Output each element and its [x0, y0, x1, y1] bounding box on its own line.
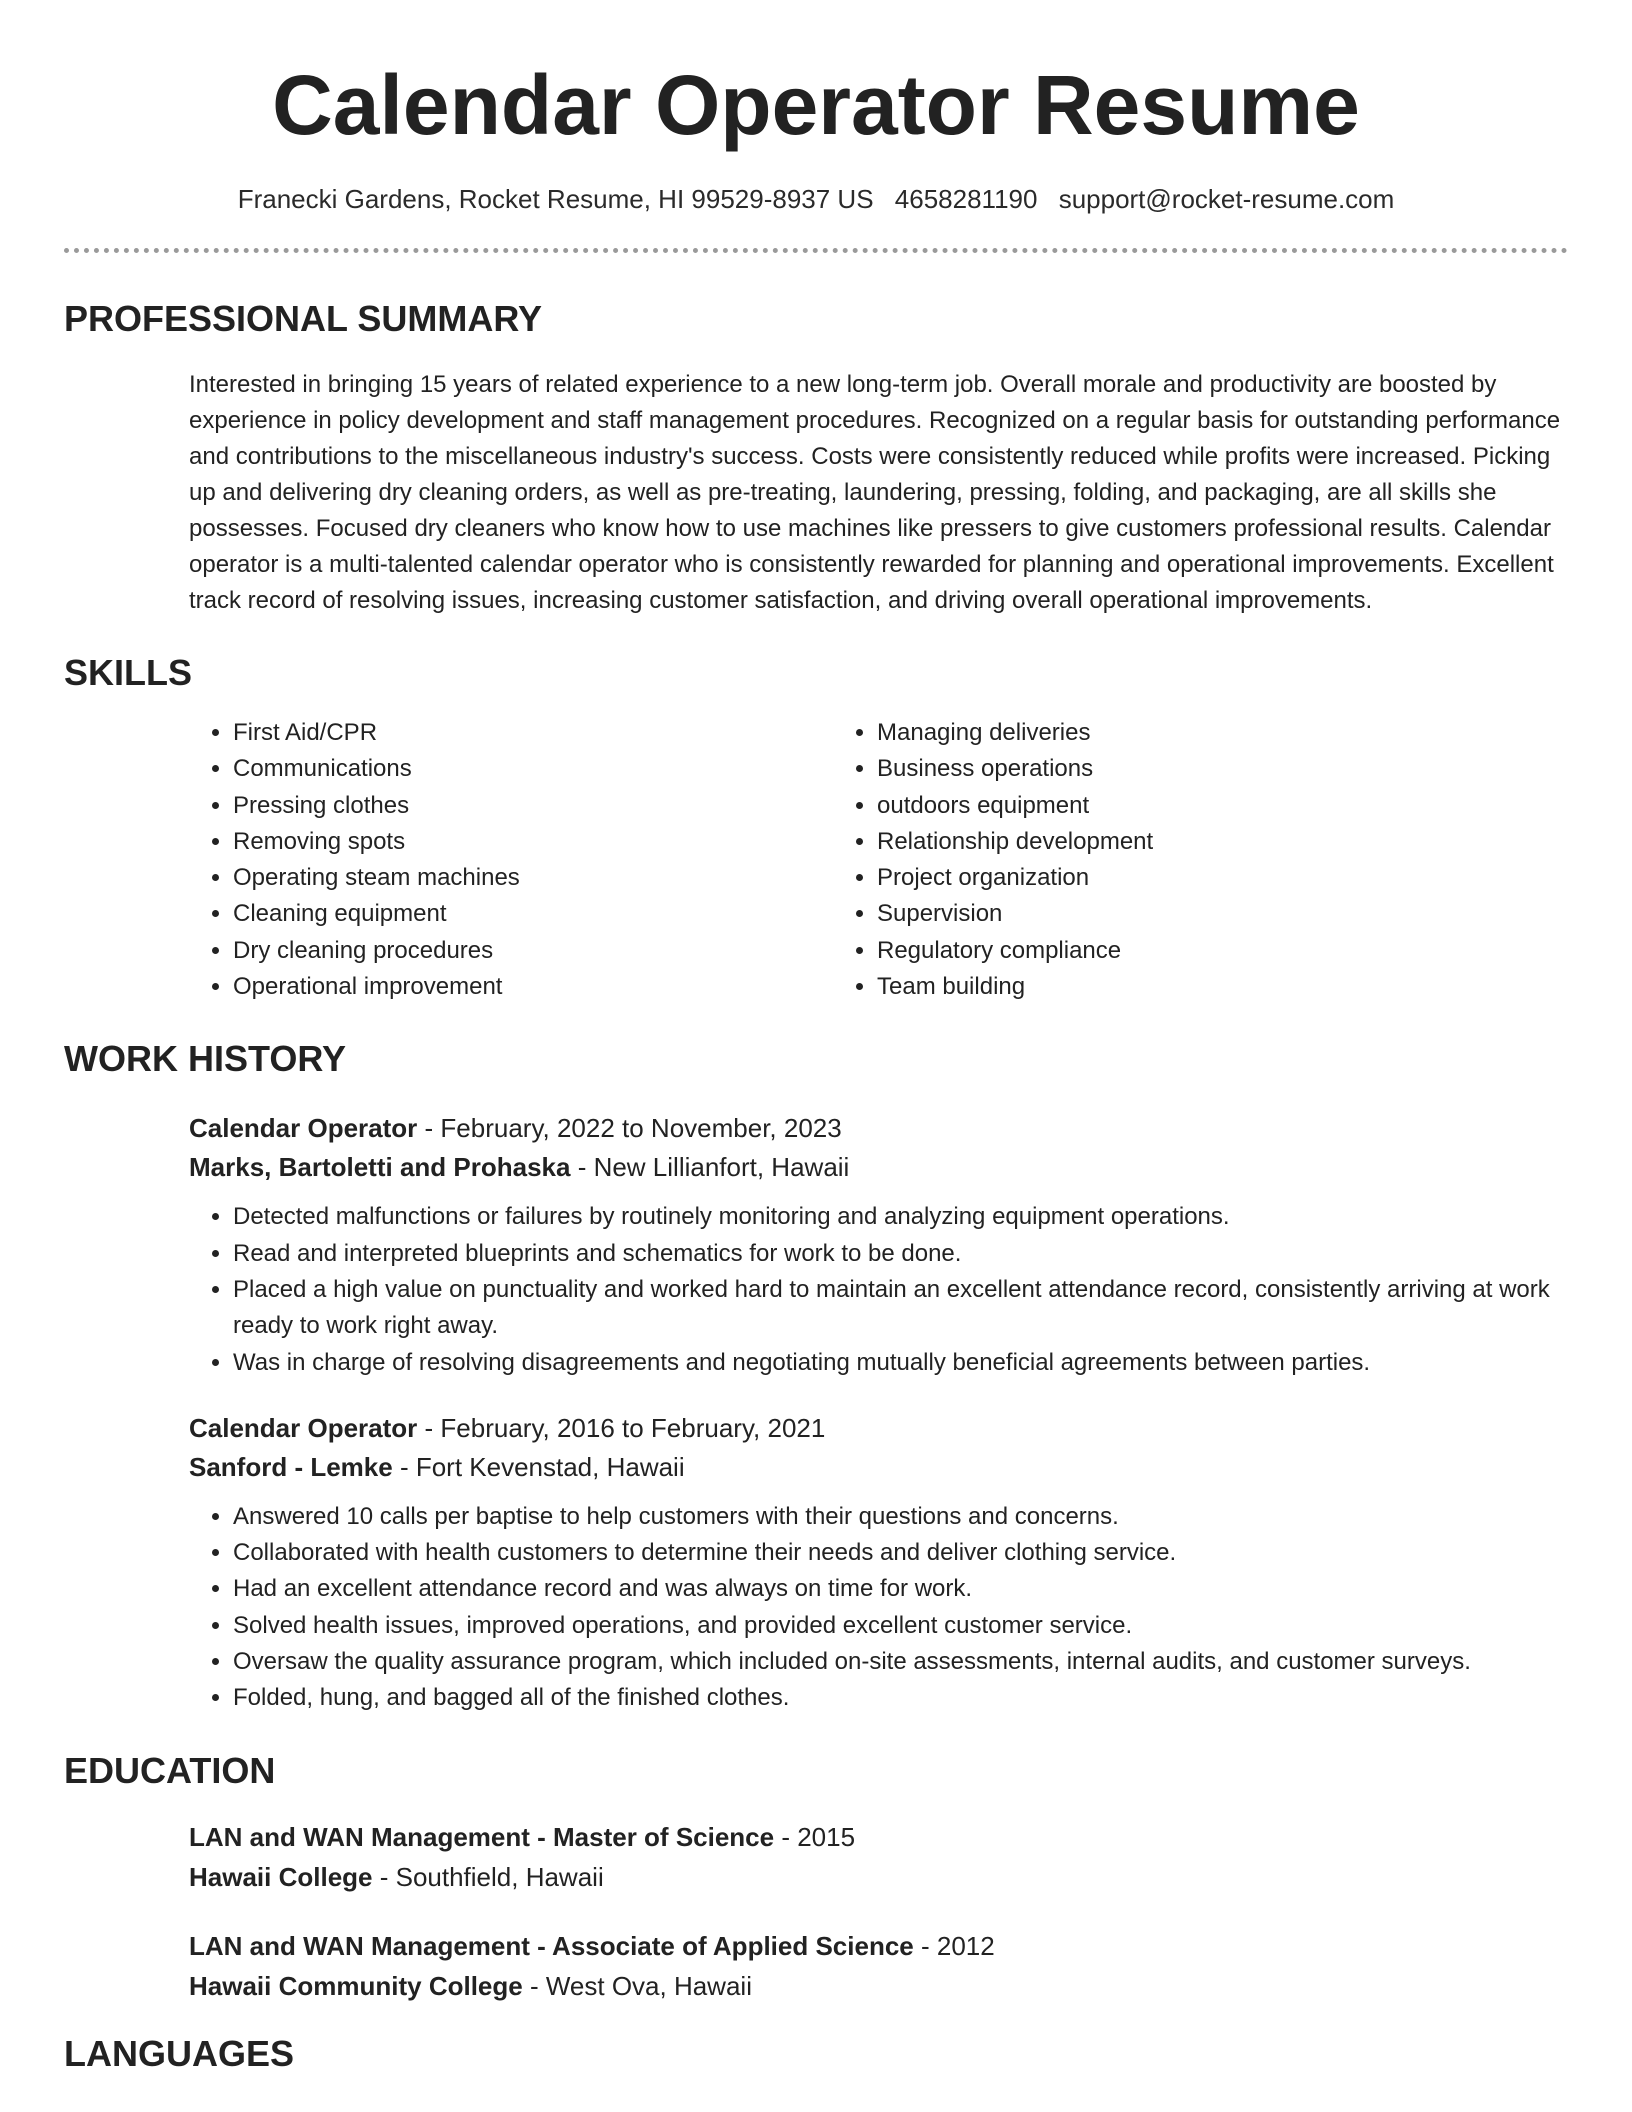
summary-heading: PROFESSIONAL SUMMARY	[64, 298, 543, 339]
education-degree-line	[189, 1926, 1568, 1966]
education-degree: LAN and WAN Management - Associate of Applied Science	[189, 1930, 914, 1961]
job-bullet: • Folded, hung, and bagged all of the finished clothes.	[233, 1680, 1568, 1716]
job-company: Sanford - Lemke	[189, 1451, 393, 1482]
skills-column-right	[825, 715, 1461, 1005]
education-entry	[189, 1817, 1568, 1897]
job-bullet: • Was in charge of resolving disagreements and negotiating mutually beneficial agreements between parties.	[233, 1345, 1568, 1381]
education-entry	[189, 1926, 1568, 2006]
education-heading: EDUCATION	[64, 1749, 276, 1791]
job-dates: - February, 2016 to February, 2021	[417, 1412, 826, 1443]
education-year: - 2015	[774, 1821, 856, 1852]
skill-item: • Managing deliveries	[877, 715, 1461, 751]
job-entry	[189, 1409, 1568, 1717]
header-divider	[64, 248, 1568, 253]
languages-heading: LANGUAGES	[64, 2032, 295, 2074]
job-bullet: • Placed a high value on punctuality and worked hard to maintain an excellent attendance record, consistently arriving at work ready to work right away.	[233, 1272, 1568, 1345]
job-bullet: • Collaborated with health customers to determine their needs and deliver clothing service.	[233, 1535, 1568, 1571]
job-bullet: • Detected malfunctions or failures by routinely monitoring and analyzing equipment operations.	[233, 1199, 1568, 1235]
education-school-line	[189, 1857, 1568, 1897]
job-role: Calendar Operator	[189, 1412, 418, 1443]
email: support@rocket-resume.com	[1058, 184, 1395, 214]
education-location: - West Ova, Hawaii	[522, 1970, 752, 2001]
education-degree-line	[189, 1817, 1568, 1857]
skill-item: • Regulatory compliance	[877, 933, 1461, 969]
skill-item: • Operating steam machines	[233, 860, 825, 896]
job-entry	[189, 1109, 1568, 1380]
job-company: Marks, Bartoletti and Prohaska	[189, 1152, 571, 1183]
education-school-line	[189, 1966, 1568, 2006]
job-bullet: • Answered 10 calls per baptise to help customers with their questions and concerns.	[233, 1499, 1568, 1535]
work-history-heading: WORK HISTORY	[64, 1038, 347, 1080]
skill-item: • Removing spots	[233, 824, 825, 860]
education-degree: LAN and WAN Management - Master of Science	[189, 1821, 775, 1852]
skills-list	[189, 715, 1568, 1005]
education-school: Hawaii Community College	[189, 1970, 523, 2001]
job-location: - Fort Kevenstad, Hawaii	[392, 1451, 685, 1482]
phone: 4658281190	[894, 184, 1038, 214]
skill-item: • First Aid/CPR	[233, 715, 825, 751]
education-location: - Southfield, Hawaii	[372, 1861, 604, 1892]
resume-title: Calendar Operator Resume	[272, 58, 1360, 152]
contact-line	[0, 182, 1632, 216]
skill-item: • outdoors equipment	[877, 788, 1461, 824]
address: Franecki Gardens, Rocket Resume, HI 99529-8937 US	[237, 184, 874, 214]
job-bullet: • Read and interpreted blueprints and schematics for work to be done.	[233, 1236, 1568, 1272]
skill-item: • Project organization	[877, 860, 1461, 896]
job-title-line	[189, 1409, 1568, 1448]
job-location: - New Lillianfort, Hawaii	[570, 1152, 850, 1183]
job-bullets	[189, 1499, 1568, 1717]
job-dates: - February, 2022 to November, 2023	[417, 1113, 842, 1144]
skill-item: • Team building	[877, 969, 1461, 1005]
job-company-line	[189, 1148, 1568, 1187]
skill-item: • Operational improvement	[233, 969, 825, 1005]
education-school: Hawaii College	[189, 1861, 373, 1892]
education-year: - 2012	[913, 1930, 995, 1961]
job-company-line	[189, 1448, 1568, 1487]
job-bullets	[189, 1199, 1568, 1380]
job-bullet: • Solved health issues, improved operations, and provided excellent customer service.	[233, 1608, 1568, 1644]
skill-item: • Supervision	[877, 896, 1461, 932]
job-role: Calendar Operator	[189, 1113, 418, 1144]
skill-item: • Dry cleaning procedures	[233, 933, 825, 969]
job-title-line	[189, 1109, 1568, 1148]
skills-column-left	[189, 715, 825, 1005]
skill-item: • Communications	[233, 751, 825, 787]
summary-text: Interested in bringing 15 years of related experience to a new long-term job. Overall morale and productivity are boosted by experience in policy development and staff management procedures. Recognized on a regular basis for outstanding performance and contributions to the miscellaneous industry's success. Costs were consistently reduced while profits were increased. Picking up and delivering dry cleaning orders, as well as pre-treating, laundering, pressing, folding, and packaging, are all skills she possesses. Focused dry cleaners who know how to use machines like pressers to give customers professional results. Calendar operator is a multi-talented calendar operator who is consistently rewarded for planning and operational improvements. Excellent track record of resolving issues, increasing customer satisfaction, and driving overall operational improvements.	[189, 371, 1561, 614]
skill-item: • Relationship development	[877, 824, 1461, 860]
skill-item: • Pressing clothes	[233, 788, 825, 824]
skill-item: • Cleaning equipment	[233, 896, 825, 932]
skill-item: • Business operations	[877, 751, 1461, 787]
job-bullet: • Oversaw the quality assurance program, which included on-site assessments, internal audits, and customer surveys.	[233, 1644, 1568, 1680]
job-bullet: • Had an excellent attendance record and was always on time for work.	[233, 1571, 1568, 1607]
skills-heading: SKILLS	[64, 652, 193, 693]
